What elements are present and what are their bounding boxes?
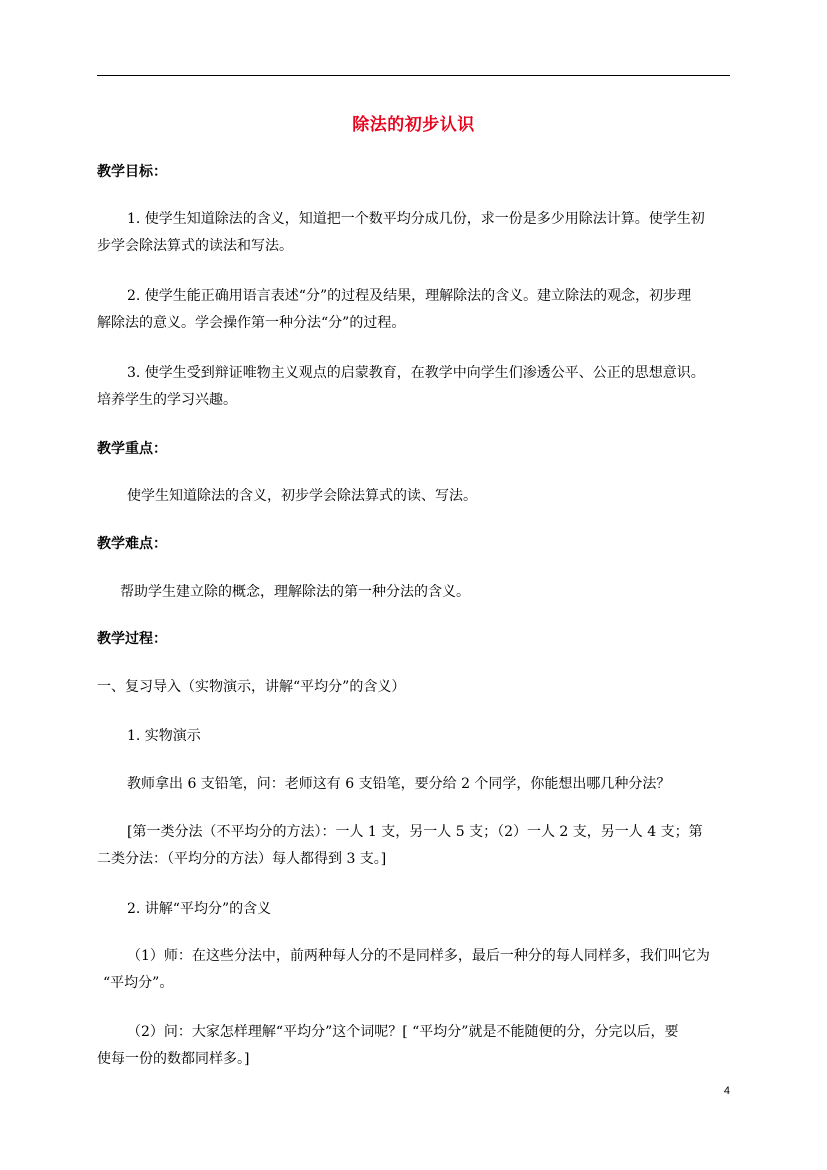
- step-2-1-line-2: “平均分”。: [103, 975, 174, 991]
- step-2-1-line-1: （1）师：在这些分法中，前两种每人分的不是同样多，最后一种分的每人同样多，我们叫它为: [127, 948, 710, 964]
- focus-heading: 教学重点：: [97, 441, 167, 457]
- goal-2-line-2: 解除法的意义。学会操作第一种分法“分”的过程。: [97, 315, 406, 331]
- difficulty-heading: 教学难点：: [97, 536, 167, 552]
- goal-1-line-1: 1. 使学生知道除法的含义，知道把一个数平均分成几份，求一份是多少用除法计算。使学生初: [127, 211, 705, 227]
- document-title: 除法的初步认识: [352, 115, 475, 135]
- goal-1-line-2: 步学会除法算式的读法和写法。: [97, 238, 293, 254]
- difficulty-text: 帮助学生建立除的概念，理解除法的第一种分法的含义。: [120, 584, 470, 600]
- focus-text: 使学生知道除法的含义，初步学会除法算式的读、写法。: [127, 488, 477, 504]
- step-1-answer-line-1: [第一类分法（不平均分的方法）：一人 1 支，另一人 5 支；（2）一人 2 支，另一人 4 支；第: [127, 824, 703, 840]
- step-2-heading: 2. 讲解“平均分”的含义: [127, 901, 272, 917]
- header-rule: [97, 75, 730, 76]
- goal-3-line-1: 3. 使学生受到辩证唯物主义观点的启蒙教育，在教学中向学生们渗透公平、公正的思想意识。: [127, 365, 705, 381]
- page-number: 4: [723, 1085, 730, 1097]
- step-1-heading: 1. 实物演示: [127, 728, 201, 744]
- step-2-2-line-1: （2）问：大家怎样理解“平均分”这个词呢？[ “平均分”就是不能随便的分，分完以后，要: [127, 1024, 679, 1040]
- step-2-2-line-2: 使每一份的数都同样多。]: [97, 1051, 250, 1067]
- goal-2-line-1: 2. 使学生能正确用语言表述“分”的过程及结果，理解除法的含义。建立除法的观念，初步理: [127, 288, 692, 304]
- process-heading: 教学过程：: [97, 631, 167, 647]
- goal-3-line-2: 培养学生的学习兴趣。: [97, 392, 237, 408]
- part-1-heading: 一、复习导入（实物演示，讲解“平均分”的含义）: [97, 679, 406, 695]
- goals-heading: 教学目标：: [97, 164, 167, 180]
- step-1-question: 教师拿出 6 支铅笔，问：老师这有 6 支铅笔，要分给 2 个同学，你能想出哪几种分法？: [127, 776, 671, 792]
- step-1-answer-line-2: 二类分法：（平均分的方法）每人都得到 3 支。]: [97, 851, 387, 867]
